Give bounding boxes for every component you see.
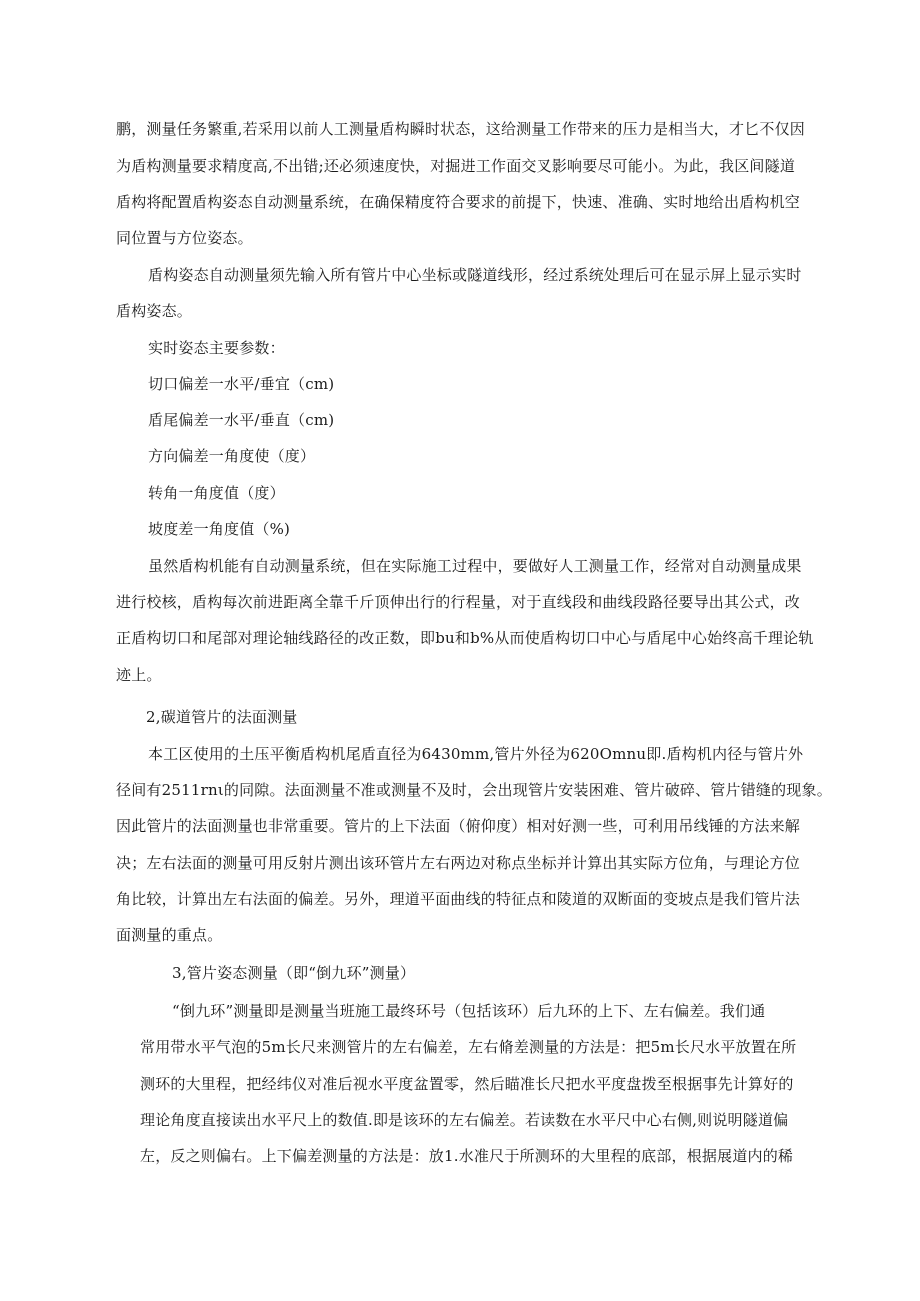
param-item: 方向偏差一角度使（度） (148, 447, 316, 465)
text-line: 角比较，计算出左右法面的偏差。另外，理道平面曲线的特征点和陵道的双断面的变坡点是我们管片法 (116, 890, 801, 908)
text-line: 本工区使用的土压平衡盾构机尾盾直径为6430mm,管片外径为620Omnu即.盾构机内径与管片外 (148, 745, 804, 763)
text-line: 盾构将配置盾构姿态自动测量系统，在确保精度符合要求的前提下，快速、准确、实时地给出盾构机空 (116, 193, 801, 211)
text-line: 同位置与方位姿态。 (116, 229, 253, 247)
text-line: 面测量的重点。 (116, 926, 223, 944)
text-line: 迹上。 (116, 666, 162, 684)
section-heading: 2,碳道管片的法面测量 (146, 708, 298, 726)
text-line: 左，反之则偏右。上下偏差测量的方法是：放1.水准尺于所测环的大里程的底部，根据展道内的稀 (140, 1147, 794, 1165)
text-line: 虽然盾构机能有自动测量系统，但在实际施工过程中，要做好人工测量工作，经常对自动测量成果 (148, 557, 802, 575)
text-line: 常用带水平气泡的5m长尺来测管片的左右偏差，左右脩差测量的方法是：把5m长尺水平放置在所 (140, 1038, 797, 1056)
text-line: 鹏，测量任务繁重,若采用以前人工测量盾构瞬时状态，这给测量工作带来的压力是相当大，才匕不仅因 (116, 120, 805, 138)
params-heading: 实时姿态主要参数： (148, 339, 285, 357)
text-line: 因此管片的法面测量也非常重要。管片的上下法面（俯仰度）相对好测一些，可利用吊线锤的方法来解 (116, 817, 801, 835)
text-line: 进行校核，盾构每次前进距离全靠千斤顶伸出行的行程量，对于直线段和曲线段路径要导出其公式，改 (116, 593, 801, 611)
text-line: 正盾构切口和尾部对理论轴线路径的改正数，即bu和b%从而使盾构切口中心与盾尾中心始终高千理论轨 (116, 629, 814, 647)
text-line: 理论角度直接读出水平尺上的数值.即是该环的左右偏差。若读数在水平尺中心右侧,则说明隧道偏 (140, 1111, 789, 1129)
text-line: 盾构姿态自动测量须先输入所有管片中心坐标或隧道线形，经过系统处理后可在显示屏上显示实时 (148, 266, 802, 284)
text-line: 盾构姿态。 (116, 302, 193, 320)
text-line: 径间有2511rnι的同隙。法面测量不准或测量不及时，会出现管片安装困难、管片破碎、管片错缝的现象。 (116, 781, 832, 799)
param-item: 坡度差一角度值（%) (148, 520, 291, 538)
param-item: 转角一角度值（度） (148, 484, 285, 502)
text-line: “倒九环”测量即是测量当班施工最终环号（包括该环）后九环的上下、左右偏差。我们通 (172, 1002, 766, 1020)
param-item: 盾尾偏差一水平/垂直（cm) (148, 411, 335, 429)
text-line: 为盾构测量要求精度高,不出错;还必须速度快，对掘进工作面交叉影响要尽可能小。为此，我区间隧道 (116, 157, 796, 175)
param-item: 切口偏差一水平/垂宜（cm) (148, 375, 335, 393)
section-heading: 3,管片姿态测量（即“倒九环”测量） (172, 964, 416, 982)
text-line: 决；左右法面的测量可用反射片测出该环管片左右两边对称点坐标并计算出其实际方位角，与理论方位 (116, 854, 801, 872)
text-line: 测环的大里程，把经纬仪对准后视水平度盆置零，然后瞄准长尺把水平度盘拨至根据事先计算好的 (140, 1075, 794, 1093)
